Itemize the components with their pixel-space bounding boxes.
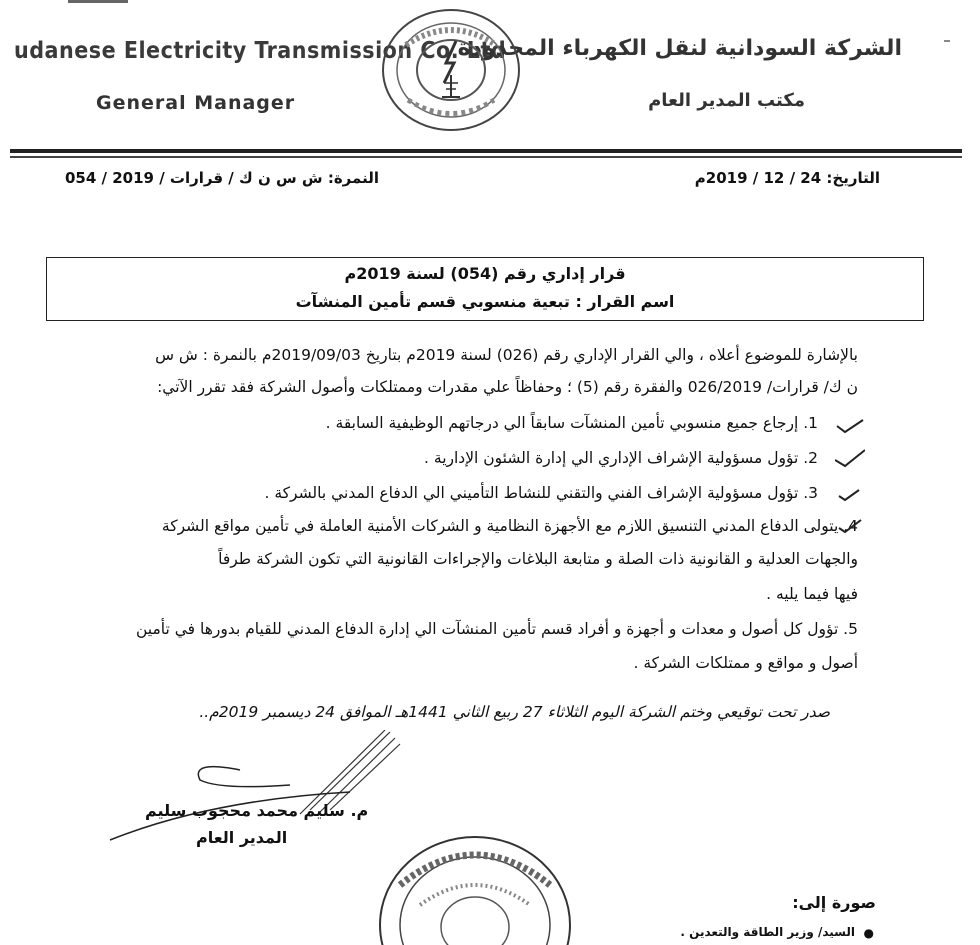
check-mark-4 xyxy=(839,520,861,532)
check-mark-1 xyxy=(837,420,863,432)
check-mark-3 xyxy=(839,490,859,500)
decision-item-3: 3. تؤول مسؤولية الإشراف الفني والتقني للنشاط التأميني الي الدفاع المدني بالشركة . xyxy=(264,484,818,502)
document-date: التاريخ: 24 / 12 / 2019م xyxy=(694,169,880,187)
company-name-arabic: الشركة السودانية لنقل الكهرباء المحدودة xyxy=(457,36,902,61)
decision-item-1: 1. إرجاع جميع منسوبي تأمين المنشآت سابقاً الي درجاتهم الوظيفية السابقة . xyxy=(325,414,818,432)
margin-mark xyxy=(944,40,950,42)
reference-number: النمرة: ش س ن ك / قرارات / 2019 / 054 xyxy=(65,169,379,187)
decision-item-5-line-2: أصول و مواقع و ممتلكات الشركة . xyxy=(633,654,858,672)
office-title-arabic: مكتب المدير العام xyxy=(648,90,805,111)
copies-heading: صورة إلى: xyxy=(792,893,876,912)
decision-item-4-line-1: 4. يتولى الدفاع المدني التنسيق اللازم مع الأجهزة النظامية و الشركات الأمنية العاملة في تأمين مواقع الشركة xyxy=(161,517,858,535)
office-title-english: General Manager xyxy=(96,92,296,114)
decision-subject: اسم القرار : تبعية منسوبي قسم تأمين المنشآت xyxy=(295,292,675,311)
top-edge-mark xyxy=(68,0,128,3)
company-logo xyxy=(378,5,524,135)
signatory-name: م. سليم محمد محجوب سليم xyxy=(145,801,369,820)
decision-item-2: 2. تؤول مسؤولية الإشراف الإداري الي إدارة الشئون الإدارية . xyxy=(424,449,818,467)
closing-statement: صدر تحت توقيعي وختم الشركة اليوم الثلاثاء 27 ربيع الثاني 1441هـ الموافق 24 ديسمبر 2019م.. xyxy=(199,703,830,721)
intro-line-1: بالإشارة للموضوع أعلاه ، والي القرار الإداري رقم (026) لسنة 2019م بتاريخ 2019/09/03م بالنمرة : ش س xyxy=(155,346,858,364)
decision-item-5-line-1: 5. تؤول كل أصول و معدات و أجهزة و أفراد قسم تأمين المنشآت الي إدارة الدفاع المدني للقيام بدورها في تأمين xyxy=(135,620,858,638)
copy-recipient-1: السيد/ وزير الطاقة والتعدين . xyxy=(680,925,855,939)
official-stamp xyxy=(360,815,590,945)
decision-item-4-line-3: فيها فيما يليه . xyxy=(766,585,858,603)
decision-heading: قرار إداري رقم (054) لسنة 2019م xyxy=(344,264,626,283)
header-rule-thin xyxy=(10,156,962,158)
decision-title-box xyxy=(46,257,924,321)
company-name-english: udanese Electricity Transmission Co. Ltd xyxy=(14,38,507,64)
header-rule-thick xyxy=(10,149,962,153)
decision-item-4-line-2: والجهات العدلية و القانونية ذات الصلة و متابعة البلاغات والإجراءات القانونية التي تكون الشركة طرفاً xyxy=(218,550,858,568)
check-mark-2 xyxy=(835,450,865,466)
signatory-title: المدير العام xyxy=(196,828,288,847)
intro-line-2: ن ك/ قرارات/ 026/2019 والفقرة رقم (5) ؛ وحفاظاً علي مقدرات وممتلكات وأصول الشركة فقد تقرر الآتي: xyxy=(157,378,858,396)
copy-bullet: ● xyxy=(863,926,874,940)
check-marks xyxy=(835,414,865,614)
